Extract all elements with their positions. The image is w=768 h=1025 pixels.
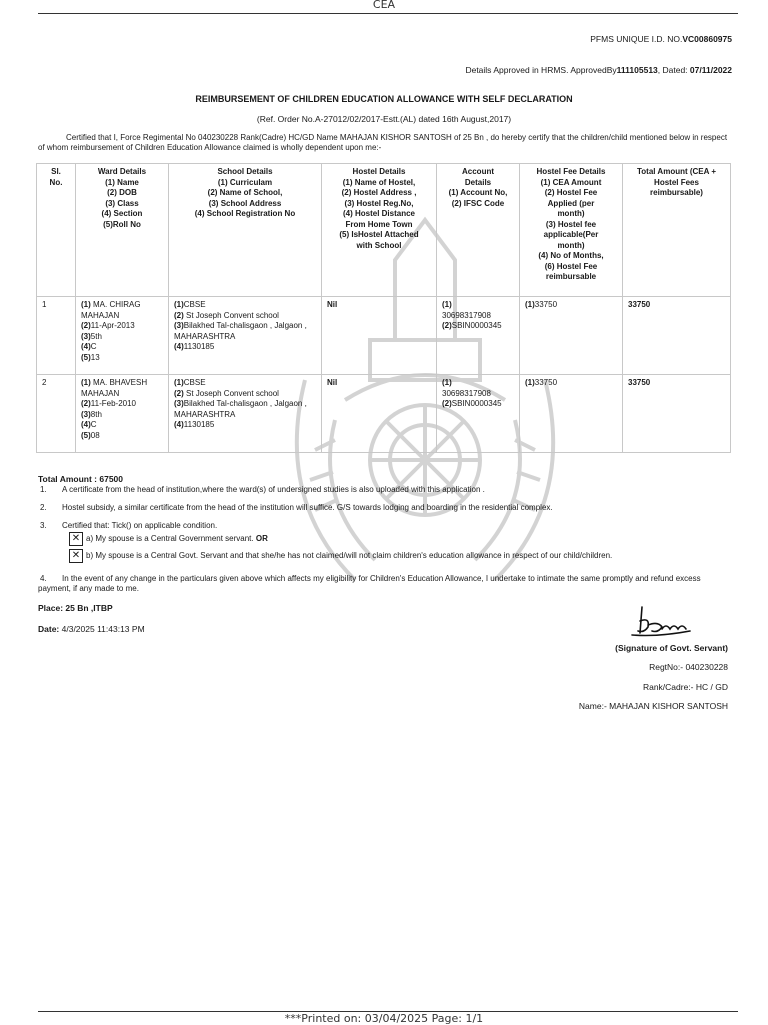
header-hostel: Hostel Details (1) Name of Hostel, (2) Hostel Address , (3) Hostel Reg.No, (4) Hostel Distance From Home Town (5) IsHostel Attached with School bbox=[322, 164, 437, 297]
cell-school: (1)CBSE (2) St Joseph Convent school (3)Bilakhed Tal-chalisgaon , Jalgaon , MAHARASHTRA (4)1130185 bbox=[169, 297, 322, 375]
cell-account: (1) 30698317908 (2)SBIN0000345 bbox=[437, 297, 520, 375]
cell-total: 33750 bbox=[623, 297, 731, 375]
signature-image bbox=[628, 603, 698, 643]
table-header-row bbox=[37, 164, 731, 297]
certificate-paragraph: Certified that I, Force Regimental No 040230228 Rank(Cadre) HC/GD Name MAHAJAN KISHOR SANTOSH of 25 Bn , do hereby certify that the children/child mentioned below in respect of whom reimbursement of Children Education Allowance claimed is wholly dependent upon me:- bbox=[38, 133, 728, 152]
cell-account: (1) 30698317908 (2)SBIN0000345 bbox=[437, 375, 520, 453]
cell-school: (1)CBSE (2) St Joseph Convent school (3)Bilakhed Tal-chalisgaon , Jalgaon , MAHARASHTRA (4)1130185 bbox=[169, 375, 322, 453]
date-line: Date: 4/3/2025 11:43:13 PM bbox=[38, 624, 145, 634]
list-item: 3. Certified that: Tick() on applicable condition. bbox=[40, 521, 218, 530]
place-line: Place: 25 Bn ,ITBP bbox=[38, 603, 113, 613]
cross-checkbox-icon: ✕ bbox=[69, 549, 83, 563]
list-item: 4. In the event of any change in the particulars given above which affects my eligibility for Children's Education Allowance, I undertake to intimate the same promptly and refund excess payment, if any made to me. bbox=[38, 574, 701, 593]
cell-hostel-fee: (1)33750 bbox=[520, 297, 623, 375]
header-account: Account Details (1) Account No, (2) IFSC Code bbox=[437, 164, 520, 297]
condition-b: ✕ b) My spouse is a Central Govt. Servant and that she/he has not claimed/will not claim children's education allowance in respect of our child/children. bbox=[69, 549, 729, 563]
children-details-table bbox=[36, 163, 731, 453]
pfms-id-value: VC00860975 bbox=[682, 34, 732, 44]
approval-prefix: Details Approved in HRMS. ApprovedBy bbox=[465, 65, 617, 75]
cross-checkbox-icon: ✕ bbox=[69, 532, 83, 546]
condition-a: ✕ a) My spouse is a Central Government servant. OR bbox=[69, 532, 761, 546]
approval-by: 111105513 bbox=[616, 65, 658, 75]
reference-order: (Ref. Order No.A-27012/02/2017-Estt.(AL) dated 16th August,2017) bbox=[256, 114, 512, 124]
header-hostel-fee: Hostel Fee Details (1) CEA Amount (2) Hostel Fee Applied (per month) (3) Hostel fee applicable(Per month) (4) No of Months, (6) Hostel Fee reimbursable bbox=[520, 164, 623, 297]
header-ward: Ward Details (1) Name (2) DOB (3) Class (4) Section (5)Roll No bbox=[76, 164, 169, 297]
rank-cadre: Rank/Cadre:- HC / GD bbox=[642, 682, 728, 692]
cell-sl: 1 bbox=[37, 297, 76, 375]
table-row bbox=[37, 297, 731, 375]
cell-hostel: Nil bbox=[322, 375, 437, 453]
printed-footer: ***Printed on: 03/04/2025 Page: 1/1 bbox=[284, 1012, 484, 1025]
regt-no: RegtNo:- 040230228 bbox=[649, 662, 728, 672]
approval-line bbox=[465, 65, 732, 75]
cell-ward: (1) MA. BHAVESH MAHAJAN (2)11-Feb-2010 (3)8th (4)C (5)08 bbox=[76, 375, 169, 453]
list-item: 2. Hostel subsidy, a similar certificate from the head of the institution will suffice. G/S towards lodging and boarding in the residential complex. bbox=[40, 503, 553, 512]
signature-caption: (Signature of Govt. Servant) bbox=[615, 643, 728, 653]
header-total: Total Amount (CEA + Hostel Fees reimbursable) bbox=[623, 164, 731, 297]
cell-hostel: Nil bbox=[322, 297, 437, 375]
servant-name: Name:- MAHAJAN KISHOR SANTOSH bbox=[578, 701, 728, 711]
cell-sl: 2 bbox=[37, 375, 76, 453]
document-title: REIMBURSEMENT OF CHILDREN EDUCATION ALLOWANCE WITH SELF DECLARATION bbox=[195, 94, 573, 104]
pfms-id-label: PFMS UNIQUE I.D. NO. bbox=[590, 34, 683, 44]
table-row bbox=[37, 375, 731, 453]
cell-ward: (1) MA. CHIRAG MAHAJAN (2)11-Apr-2013 (3)5th (4)C (5)13 bbox=[76, 297, 169, 375]
header-divider bbox=[38, 13, 738, 14]
document-header-title: CEA bbox=[372, 0, 396, 11]
pfms-id bbox=[590, 34, 732, 44]
list-item: 1. A certificate from the head of institution,where the ward(s) of undersigned studies is also uploaded with this application . bbox=[40, 485, 485, 494]
cell-total: 33750 bbox=[623, 375, 731, 453]
cell-hostel-fee: (1)33750 bbox=[520, 375, 623, 453]
approval-dated-label: , Dated: bbox=[657, 65, 690, 75]
approval-date: 07/11/2022 bbox=[689, 65, 732, 75]
total-amount: Total Amount : 67500 bbox=[38, 474, 124, 484]
header-sl: Sl. No. bbox=[37, 164, 76, 297]
header-school: School Details (1) Curriculam (2) Name of School, (3) School Address (4) School Registration No bbox=[169, 164, 322, 297]
